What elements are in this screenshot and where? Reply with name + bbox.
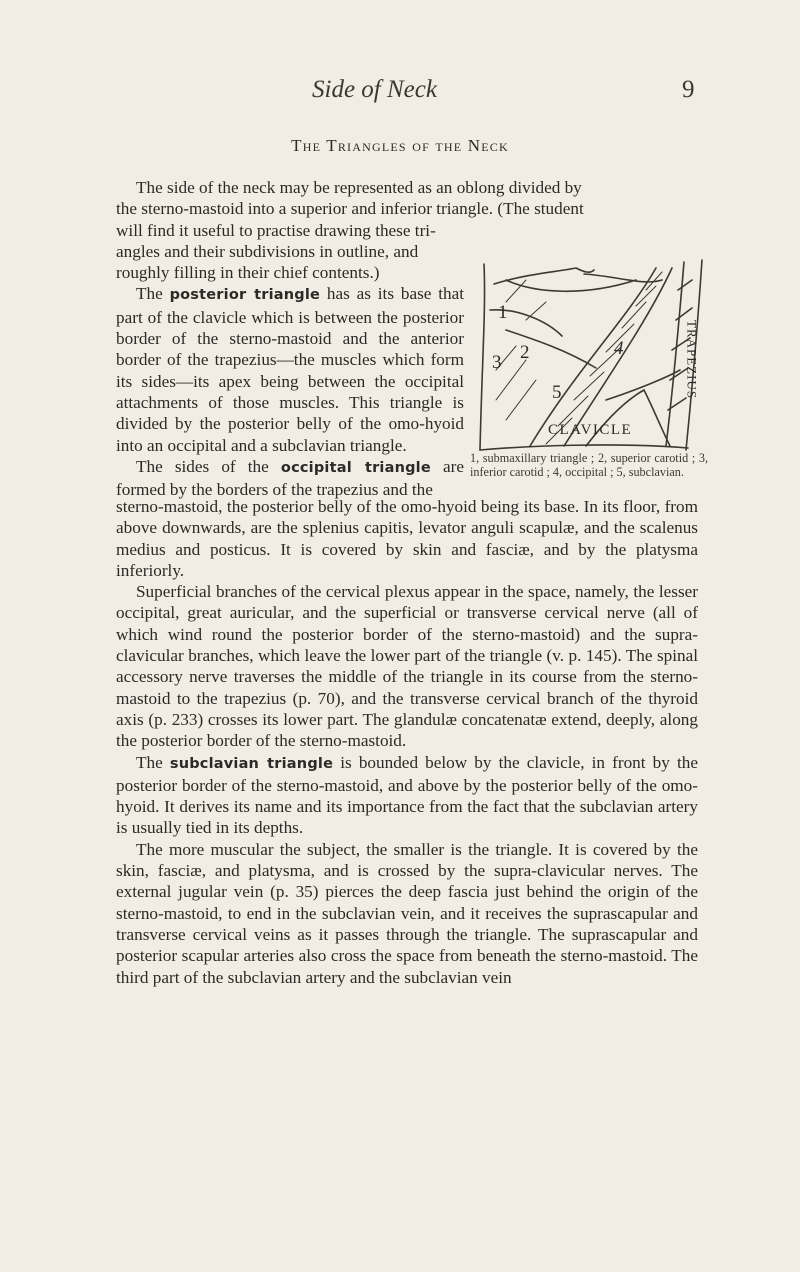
paragraph-intro-full	[116, 177, 698, 220]
paragraph-occipital-triangle-start: The sides of the occipital triangle are formed by the borders of the trapezius and the	[116, 456, 464, 500]
text-line: roughly filling in their chief contents.)	[116, 263, 380, 283]
page-header	[0, 76, 800, 110]
paragraph-intro-narrow	[116, 220, 464, 501]
main-text-full	[116, 496, 698, 988]
bold-term: occipital triangle	[280, 459, 431, 476]
paragraph-cervical-plexus: Superficial branches of the cervical plexus appear in the space, namely, the lesser occipital, great auricular, and the superficial or transverse cervical nerve (all of which wind round the posterior border of the sterno-mastoid) and the supra-clavicular branches, which leave the lower part of the triangle (v. p. 145). The spinal accessory nerve traverses the middle of the triangle in its course from the sterno-mastoid to the trapezius (p. 70), and the transverse cervical branch of the thyroid axis (p. 233) crosses its lower part. The glandulæ concatenatæ extend, deeply, along the posterior border of the sterno-mastoid.	[116, 582, 698, 751]
page-number: 9	[682, 76, 695, 103]
figure-caption: 1, submaxillary triangle ; 2, superior carotid ; 3, inferior carotid ; 4, occipital ; 5, subclavian.	[470, 451, 708, 480]
bold-term: subclavian triangle	[169, 755, 334, 772]
clavicle-label: CLAVICLE	[548, 422, 633, 438]
text-line: the sterno-mastoid into a superior and inferior triangle. (The student	[116, 199, 584, 219]
text-line: angles and their subdivisions in outline, and	[116, 241, 419, 261]
bold-term: posterior triangle	[169, 287, 321, 304]
sterno-mastoid-front	[530, 268, 656, 446]
text-line: The side of the neck may be represented as an oblong divided by	[136, 178, 582, 197]
running-head: Side of Neck	[312, 76, 437, 103]
paragraph-occipital-triangle-cont: sterno-mastoid, the posterior belly of the omo-hyoid being its base. In its floor, from above downwards, are the splenius capitis, levator anguli scapulæ, and the scalenus medius and posticus. It is covered by skin and fasciæ, and by the platysma inferiorly.	[116, 497, 698, 580]
label-4: 4	[614, 338, 624, 359]
paragraph-subclavian-triangle: The subclavian triangle is bounded below by the clavicle, in front by the posterior border of the sterno-mastoid, and above by the posterior belly of the omo-hyoid. It derives its name and its importance from the fact that the subclavian artery is usually tied in its depths.	[116, 752, 698, 838]
label-3: 3	[492, 352, 502, 373]
text-line: will find it useful to practise drawing these tri-	[116, 220, 436, 240]
anterior-border-line	[480, 264, 485, 450]
label-1: 1	[498, 302, 508, 323]
clavicle-line	[480, 445, 688, 450]
label-2: 2	[520, 342, 530, 363]
paragraph-posterior-triangle: The posterior triangle has as its base that part of the clavicle which is between the posterior border of the sterno-mastoid and the anterior border of the trapezius—the muscles which form its sides—its apex being between the occipital attachments of those muscles. This triangle is divided by the posterior belly of the omo-hyoid into an occipital and a subclavian triangle.	[116, 284, 464, 455]
label-5: 5	[552, 382, 562, 403]
trapezius-label: TRAPEZIUS	[684, 320, 700, 400]
section-heading: The Triangles of the Neck	[291, 136, 509, 155]
trapezius-inner-line	[666, 262, 684, 446]
paragraph-muscular-subject: The more muscular the subject, the smaller is the triangle. It is covered by the skin, fasciæ, and platysma, and is crossed by the supra-clavicular nerves. The external jugular vein (p. 35) pierces the deep fascia just behind the origin of the sterno-mastoid, to end in the subclavian vein, and it receives the suprascapular and transverse cervical veins as it passes through the triangle. The suprascapular and posterior scapular arteries also cross the space from beneath the sterno-mastoid. The third part of the subclavian artery and the subclavian vein	[116, 839, 698, 987]
